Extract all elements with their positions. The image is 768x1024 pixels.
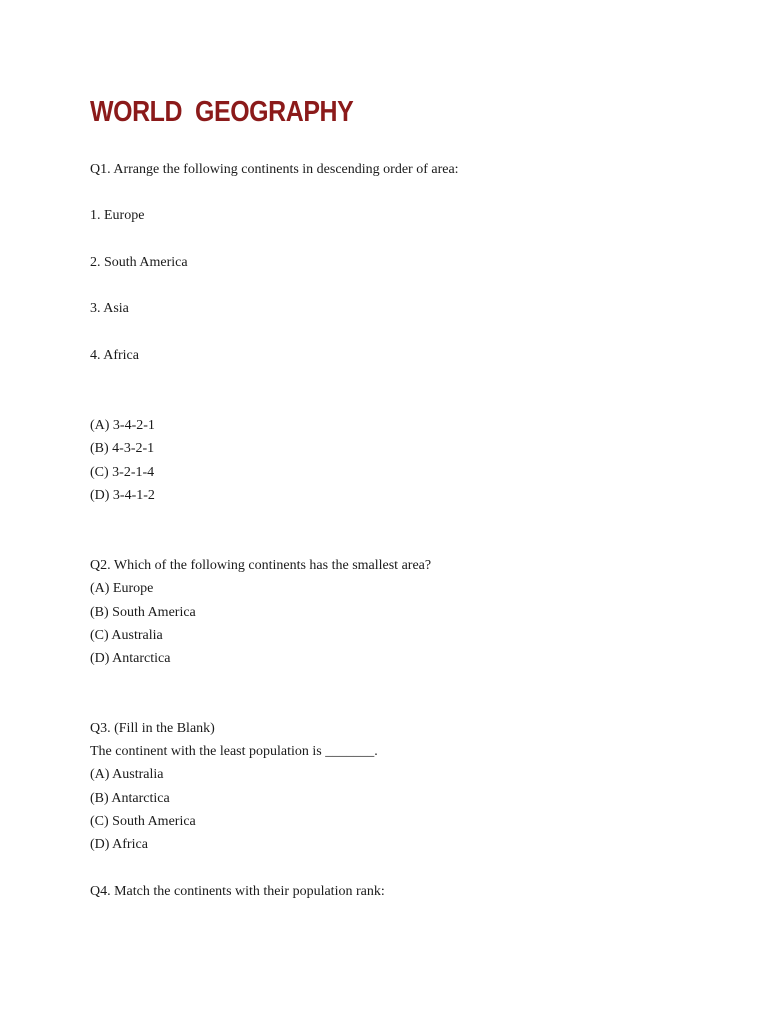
q1-item: 4. Africa (90, 348, 139, 363)
q3-prompt: The continent with the least population is _______. (90, 744, 378, 759)
q2-option: (C) Australia (90, 628, 163, 643)
q1-item: 2. South America (90, 255, 188, 270)
q2-option: (B) South America (90, 605, 196, 620)
q1-question: Q1. Arrange the following continents in descending order of area: (90, 162, 459, 177)
q1-option: (C) 3-2-1-4 (90, 465, 155, 480)
q2-question: Q2. Which of the following continents has the smallest area? (90, 558, 432, 573)
q1-item: 1. Europe (90, 208, 145, 223)
q3-option: (B) Antarctica (90, 791, 170, 806)
q1-item: 3. Asia (90, 301, 129, 316)
q3-option: (A) Australia (90, 767, 164, 782)
q4-question: Q4. Match the continents with their population rank: (90, 884, 385, 899)
q2-option: (A) Europe (90, 581, 154, 596)
q3-question: Q3. (Fill in the Blank) (90, 721, 215, 736)
q1-option: (A) 3-4-2-1 (90, 418, 155, 433)
q3-option: (C) South America (90, 814, 196, 829)
q3-option: (D) Africa (90, 837, 148, 852)
q1-option: (B) 4-3-2-1 (90, 441, 155, 456)
q1-option: (D) 3-4-1-2 (90, 488, 155, 503)
q2-option: (D) Antarctica (90, 651, 171, 666)
page-title: WORLD GEOGRAPHY (90, 96, 354, 128)
